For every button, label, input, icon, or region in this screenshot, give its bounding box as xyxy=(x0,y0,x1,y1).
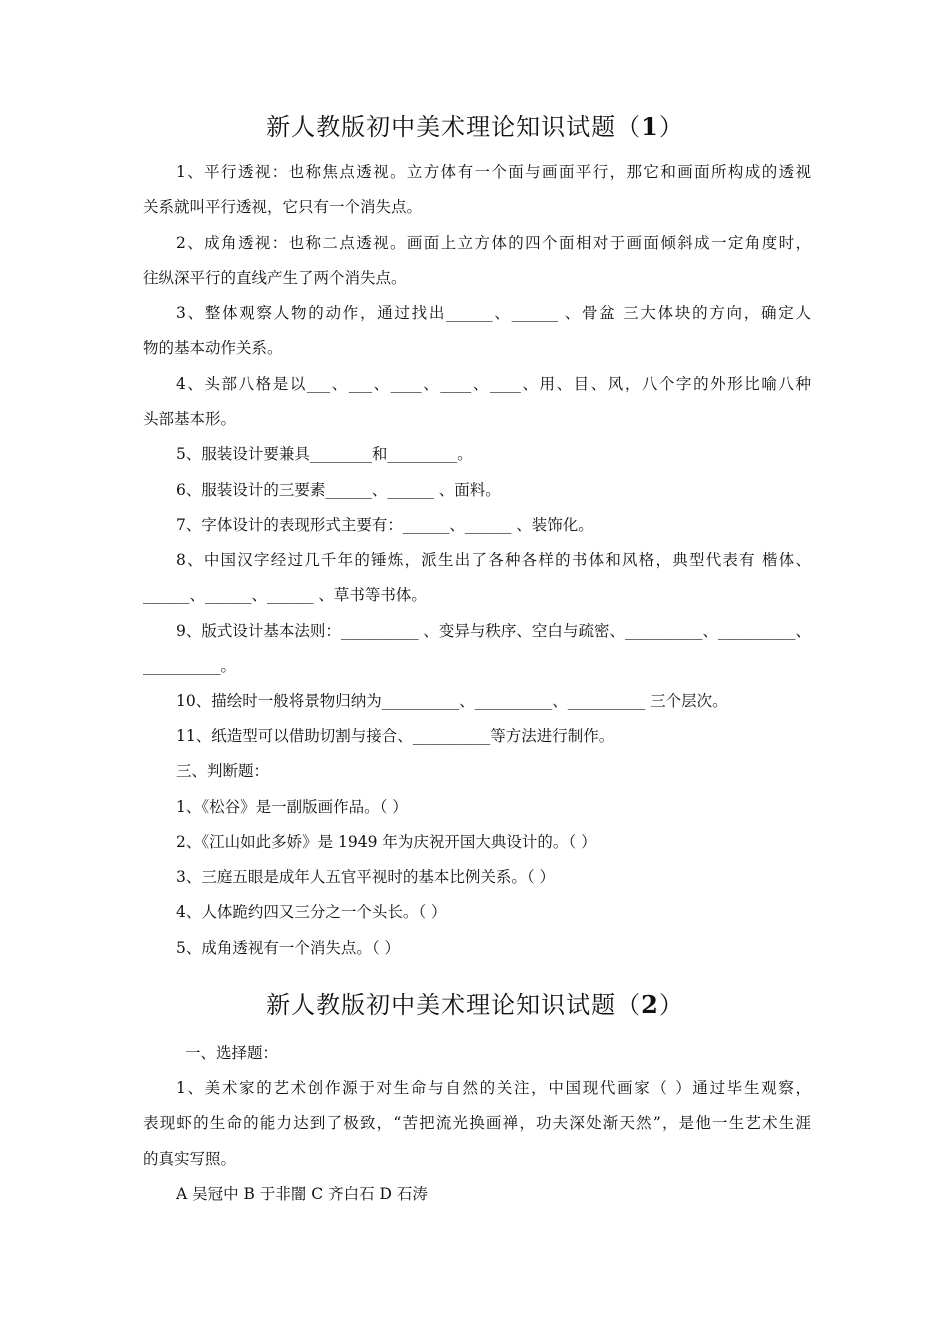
title-close: ） xyxy=(658,991,684,1019)
page-title-2 xyxy=(0,990,950,1020)
title-text: 新人教版初中美术理论知识试题（ xyxy=(266,991,642,1019)
question-line: 表现虾的生命的能力达到了极致，“苦把流光换画禅，功夫深处渐天然”，是他一生艺术生涯 xyxy=(143,1114,811,1132)
title-number: 1 xyxy=(641,112,659,141)
question-line: 4、头部八格是以___、___、____、____、____、用、目、风，八个字的外形比喻八种 xyxy=(176,375,811,393)
question-line: ______、______、______ 、草书等书体。 xyxy=(143,586,427,604)
question-line: 5、服装设计要兼具________和_________。 xyxy=(176,445,473,463)
section-heading: 一、选择题： xyxy=(185,1044,279,1062)
title-number: 2 xyxy=(641,990,659,1019)
question-line: 物的基本动作关系。 xyxy=(143,339,283,357)
question-line: 3、整体观察人物的动作，通过找出______、______ 、骨盆 三大体块的方向，确定人 xyxy=(176,304,811,322)
question-line: 1、平行透视：也称焦点透视。立方体有一个面与画面平行，那它和画面所构成的透视 xyxy=(176,163,811,181)
question-line: 4、人体跪约四又三分之一个头长。（ ） xyxy=(176,903,447,921)
question-line: 7、字体设计的表现形式主要有：______、______ 、装饰化。 xyxy=(176,516,594,534)
title-close: ） xyxy=(658,113,684,141)
question-line: 1、美术家的艺术创作源于对生命与自然的关注，中国现代画家（ ）通过毕生观察， xyxy=(176,1079,811,1097)
title-text: 新人教版初中美术理论知识试题（ xyxy=(266,113,642,141)
question-line: 1、《松谷》是一副版画作品。（ ） xyxy=(176,798,408,816)
question-line: __________。 xyxy=(143,657,237,675)
question-line: 的真实写照。 xyxy=(143,1150,237,1168)
question-line: 头部基本形。 xyxy=(143,410,237,428)
answer-options: A 吴冠中 B 于非闇 C 齐白石 D 石涛 xyxy=(176,1185,428,1203)
question-line: 8、中国汉字经过几千年的锤炼，派生出了各种各样的书体和风格，典型代表有 楷体、 xyxy=(176,551,811,569)
question-line: 6、服装设计的三要素______、______ 、面料。 xyxy=(176,481,501,499)
question-line: 9、版式设计基本法则：__________ 、变异与秩序、空白与疏密、__________、__________、 xyxy=(176,622,811,640)
question-line: 2、《江山如此多娇》是 1949 年为庆祝开国大典设计的。（ ） xyxy=(176,833,597,851)
question-line: 关系就叫平行透视，它只有一个消失点。 xyxy=(143,198,423,216)
page-title-1 xyxy=(0,112,950,142)
question-line: 2、成角透视：也称二点透视。画面上立方体的四个面相对于画面倾斜成一定角度时， xyxy=(176,234,811,252)
section-heading: 三、判断题： xyxy=(176,762,270,780)
question-line: 5、成角透视有一个消失点。（ ） xyxy=(176,939,401,957)
question-line: 3、三庭五眼是成年人五官平视时的基本比例关系。（ ） xyxy=(176,868,556,886)
question-line: 10、描绘时一般将景物归纳为__________、__________、__________ 三个层次。 xyxy=(176,692,728,710)
question-line: 11、纸造型可以借助切割与接合、__________等方法进行制作。 xyxy=(176,727,615,745)
question-line: 往纵深平行的直线产生了两个消失点。 xyxy=(143,269,407,287)
